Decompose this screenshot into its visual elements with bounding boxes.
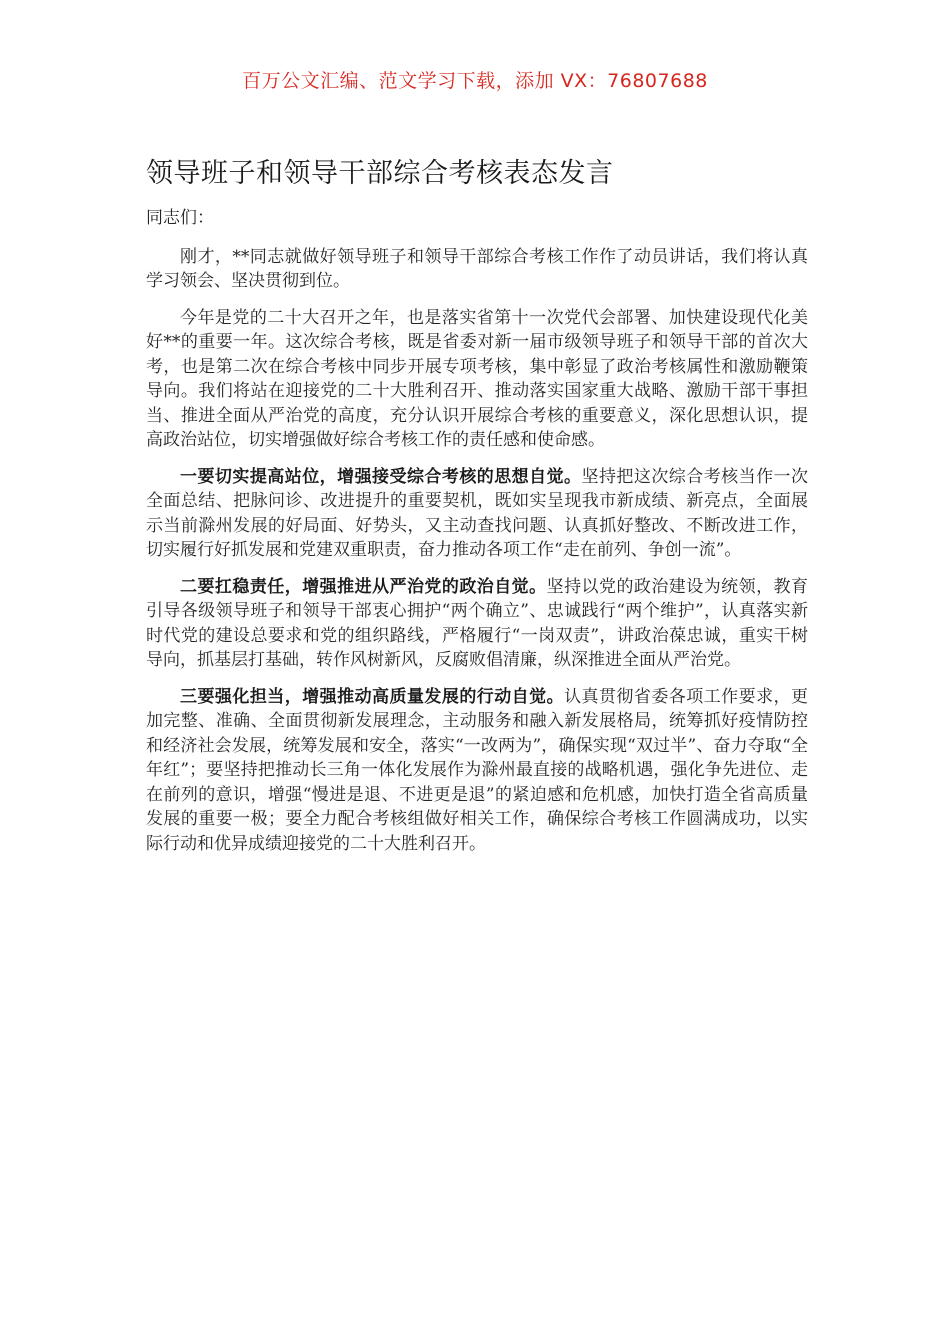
paragraph-text: 今年是党的二十大召开之年，也是落实省第十一次党代会部署、加快建设现代化美好**的重要一年。这次综合考核，既是省委对新一届市级领导班子和领导干部的首次大考，也是第二次在综合考核中同步开展专项考核，集中彰显了政治考核属性和激励鞭策导向。我们将站在迎接党的二十大胜利召开、推动落实国家重大战略、激励干部干事担当、推进全面从严治党的高度，充分认识开展综合考核的重要意义，深化思想认识，提高政治站位，切实增强做好综合考核工作的责任感和使命感。 <box>146 307 808 450</box>
header-banner: 百万公文汇编、范文学习下载，添加 VX：76807688 <box>242 70 708 92</box>
paragraph-5 <box>146 685 808 857</box>
paragraph-lead: 三要强化担当，增强推动高质量发展的行动自觉。 <box>180 686 565 707</box>
paragraph-1 <box>146 245 808 294</box>
paragraph-4 <box>146 575 808 673</box>
paragraph-lead: 二要扛稳责任，增强推进从严治党的政治自觉。 <box>180 576 547 597</box>
paragraph-text: 坚持以党的政治建设为统领，教育引导各级领导班子和领导干部衷心拥护“两个确立”、忠诚践行“两个维护”，认真落实新时代党的建设总要求和党的组织路线，严格履行“一岗双责”，讲政治葆忠诚，重实干树导向，抓基层打基础，转作风树新风，反腐败倡清廉，纵深推进全面从严治党。 <box>146 576 809 670</box>
paragraph-lead: 一要切实提高站位，增强接受综合考核的思想自觉。 <box>180 466 582 487</box>
document-title: 领导班子和领导干部综合考核表态发言 <box>146 158 614 189</box>
paragraph-text: 认真贯彻省委各项工作要求，更加完整、准确、全面贯彻新发展理念，主动服务和融入新发展格局，统筹抓好疫情防控和经济社会发展，统筹发展和安全，落实“一改两为”，确保实现“双过半”、奋力夺取“全年红”；要坚持把推动长三角一体化发展作为滁州最直接的战略机遇，强化争先进位、走在前列的意识，增强“慢进是退、不进更是退”的紧迫感和危机感，加快打造全省高质量发展的重要一极；要全力配合考核组做好相关工作，确保综合考核工作圆满成功，以实际行动和优异成绩迎接党的二十大胜利召开。 <box>146 686 809 854</box>
paragraph-text: 刚才，**同志就做好领导班子和领导干部综合考核工作作了动员讲话，我们将认真学习领会、坚决贯彻到位。 <box>146 246 808 291</box>
document-body <box>146 206 808 868</box>
paragraph-2 <box>146 306 808 453</box>
paragraph-3 <box>146 465 808 563</box>
paragraph-text: 坚持把这次综合考核当作一次全面总结、把脉问诊、改进提升的重要契机，既如实呈现我市新成绩、新亮点，全面展示当前滁州发展的好局面、好势头，又主动查找问题、认真抓好整改、不断改进工作，切实履行好抓发展和党建双重职责，奋力推动各项工作“走在前列、争创一流”。 <box>146 466 809 560</box>
salutation: 同志们： <box>146 208 214 228</box>
